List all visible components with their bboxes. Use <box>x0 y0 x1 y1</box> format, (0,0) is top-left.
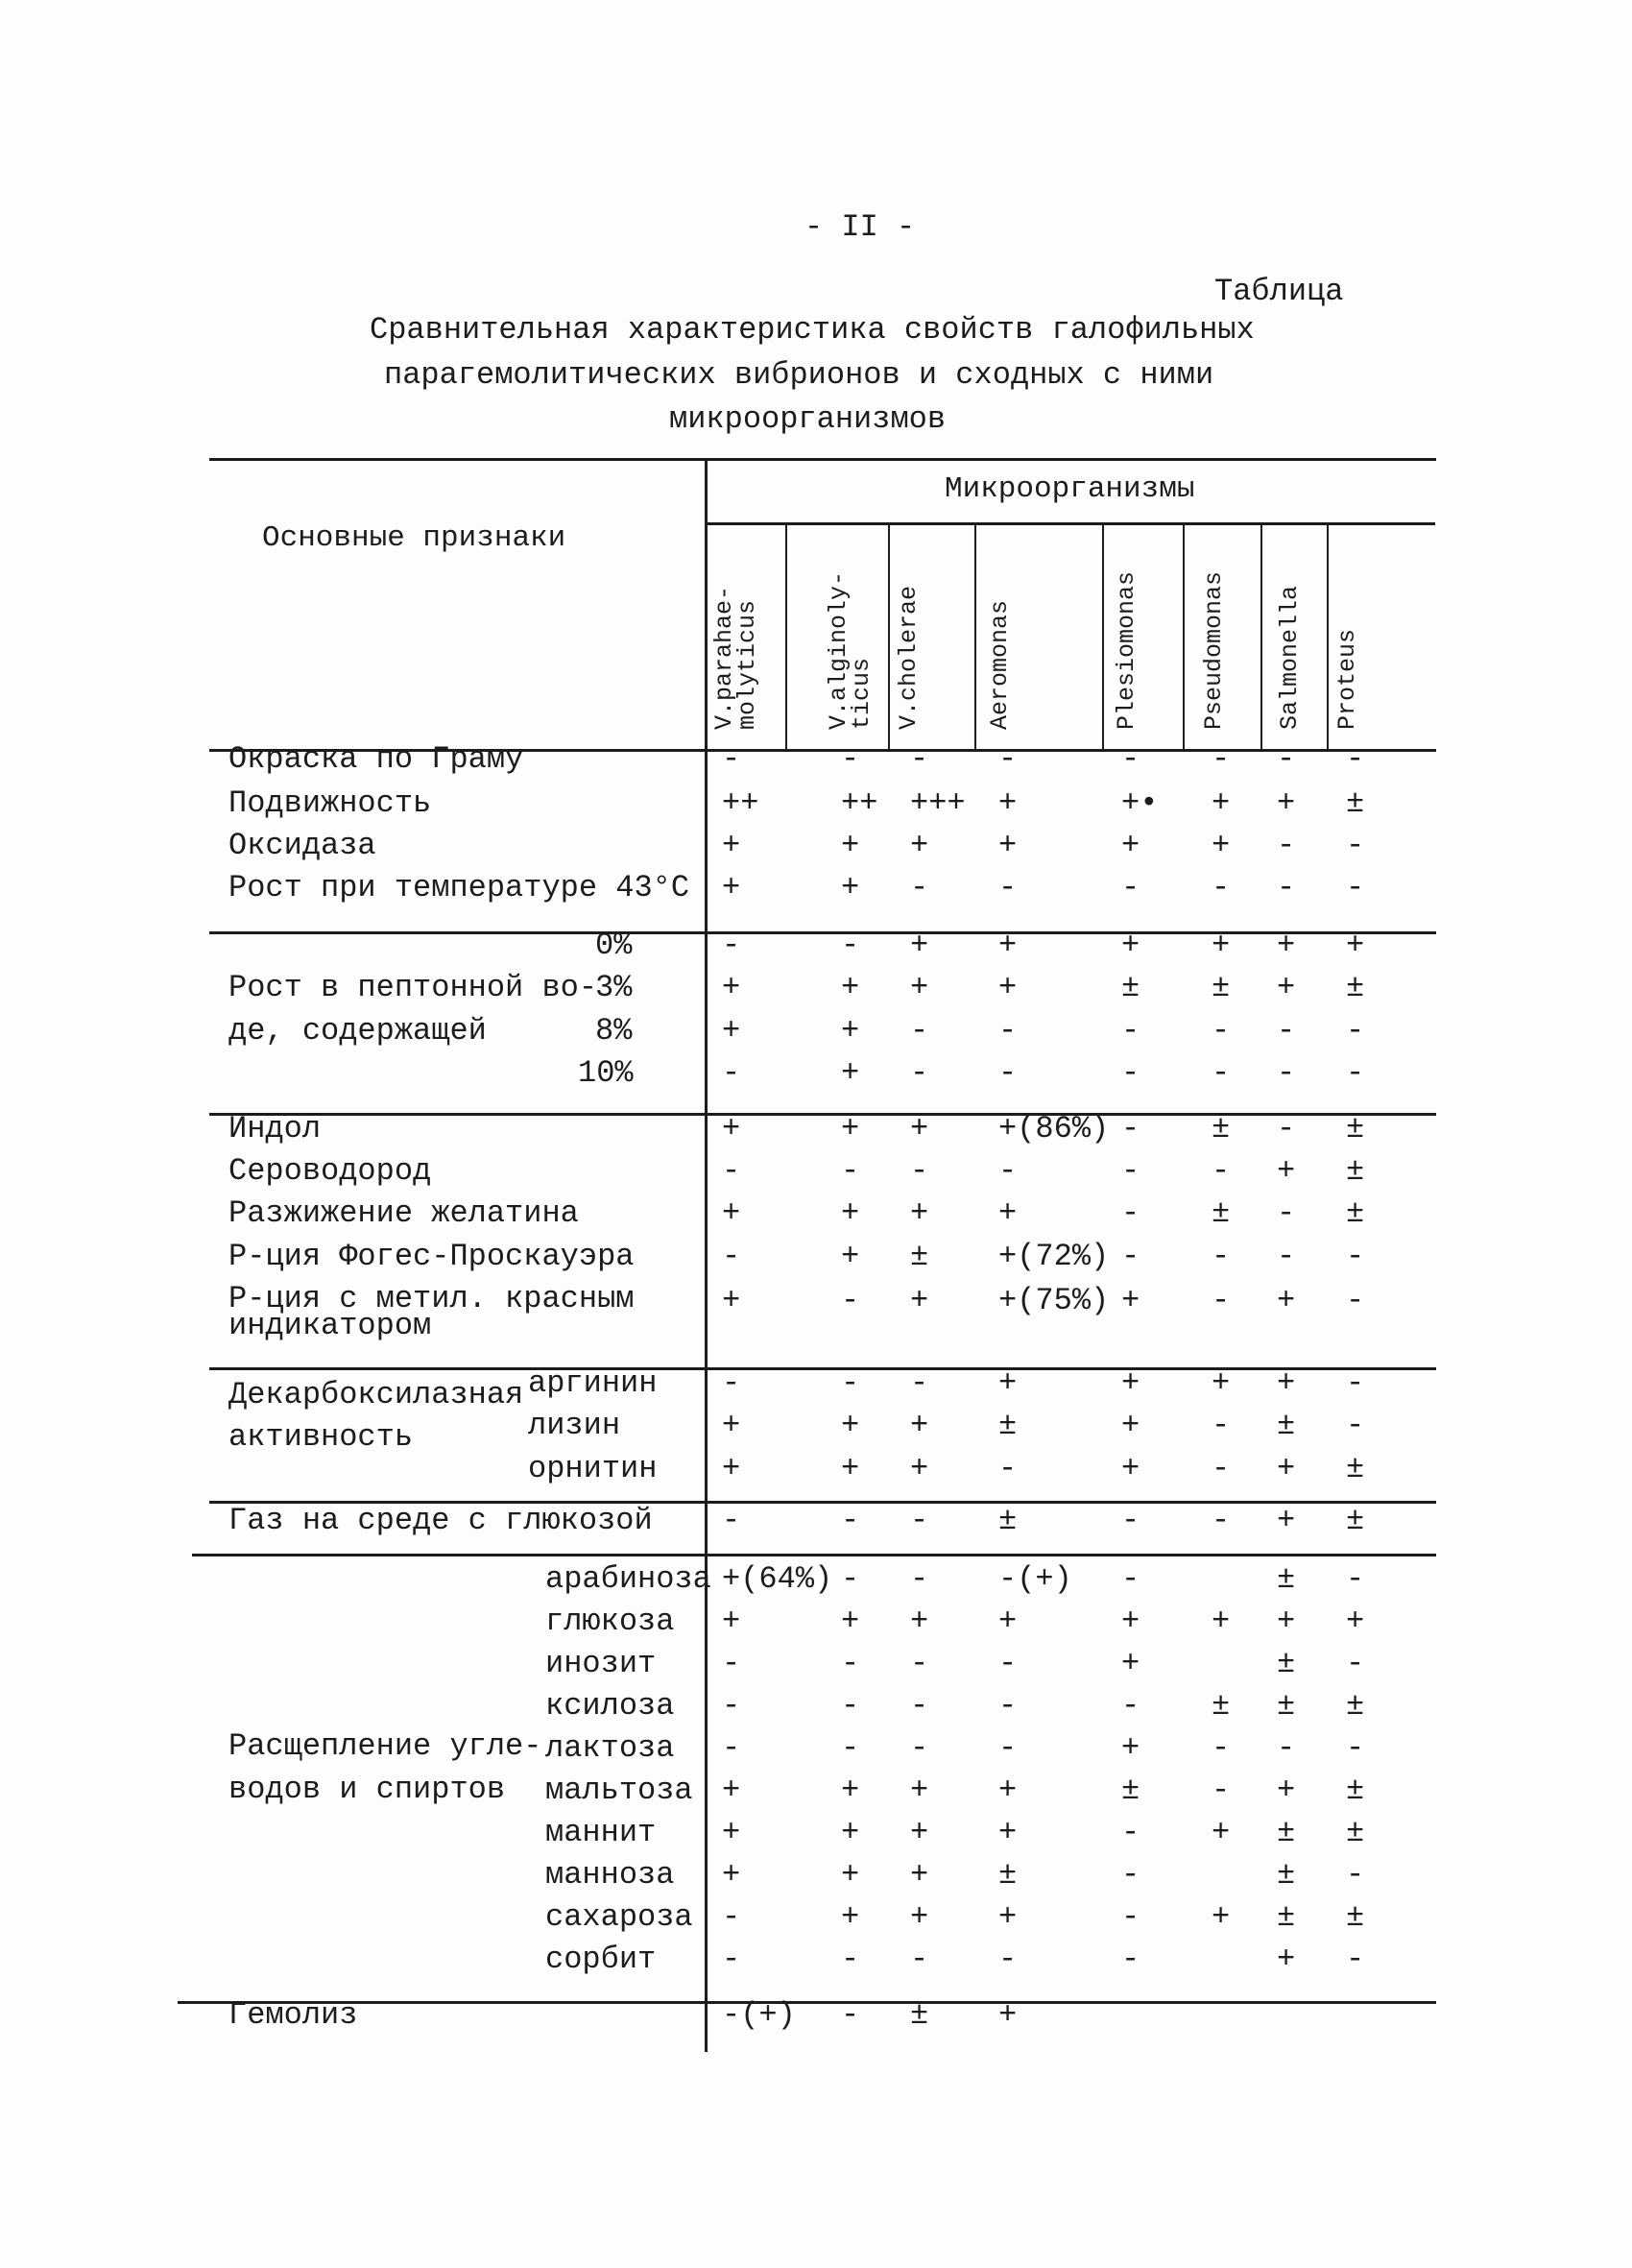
cell-growth43-col4: - <box>998 870 1018 905</box>
cell-mr-col3: + <box>910 1283 929 1318</box>
cell-p0-col4: + <box>998 928 1018 963</box>
header-col-rule-4 <box>1102 522 1104 749</box>
cell-gas-col8: ± <box>1346 1503 1365 1538</box>
cell-growth43-col8: - <box>1346 870 1365 905</box>
cell-growth43-col3: - <box>910 870 929 905</box>
cell-oxidase-col3: + <box>910 828 929 863</box>
cell-gelatin-col8: ± <box>1346 1195 1365 1231</box>
cell-hemolysis-col1: -(+) <box>722 1997 796 2033</box>
cell-p8-col3: - <box>910 1013 929 1049</box>
label-peptone-1: Рост в пептонной во- <box>228 970 598 1005</box>
cell-inositol-col3: - <box>910 1646 929 1681</box>
cell-ornithine-col3: + <box>910 1451 929 1486</box>
sublabel-peptone-0: 0% <box>595 928 633 963</box>
cell-motility-col4: + <box>998 785 1018 821</box>
cell-glucose-col7: + <box>1277 1604 1296 1639</box>
section-rule-1 <box>209 931 1436 934</box>
sublabel-lactose: лактоза <box>545 1730 675 1766</box>
stub-column-rule <box>705 458 708 2052</box>
cell-mr-col2: - <box>841 1283 860 1318</box>
cell-lysine-col5: + <box>1121 1408 1140 1443</box>
cell-lysine-col1: + <box>722 1408 741 1443</box>
cell-maltose-col1: + <box>722 1773 741 1808</box>
col-header-aeromonas: Aeromonas <box>986 599 1014 730</box>
cell-gram-col6: - <box>1212 741 1231 777</box>
cell-motility-col5: +• <box>1121 785 1159 821</box>
cell-mannitol-col2: + <box>841 1815 860 1850</box>
cell-h2s-col5: - <box>1121 1153 1140 1189</box>
cell-ornithine-col8: ± <box>1346 1451 1365 1486</box>
cell-sucrose-col8: ± <box>1346 1899 1365 1935</box>
cell-p0-col1: - <box>722 928 741 963</box>
cell-h2s-col4: - <box>998 1153 1018 1189</box>
cell-ornithine-col5: + <box>1121 1451 1140 1486</box>
sublabel-peptone-10: 10% <box>578 1055 634 1091</box>
sublabel-ornithine: орнитин <box>528 1451 658 1486</box>
cell-arabinose-col7: ± <box>1277 1561 1296 1597</box>
label-growth-43: Рост при температуре 43°C <box>228 870 690 905</box>
section-rule-2 <box>209 1113 1436 1116</box>
cell-gas-col4: ± <box>998 1503 1018 1538</box>
cell-oxidase-col1: + <box>722 828 741 863</box>
cell-gram-col1: - <box>722 741 741 777</box>
cell-gas-col1: - <box>722 1503 741 1538</box>
label-decarb-1: Декарбоксилазная <box>228 1377 524 1412</box>
cell-lactose-col6: - <box>1212 1730 1231 1766</box>
cell-gelatin-col5: - <box>1121 1195 1140 1231</box>
cell-p3-col6: ± <box>1212 970 1231 1005</box>
cell-sucrose-col5: - <box>1121 1899 1140 1935</box>
cell-indole-col1: + <box>722 1111 741 1146</box>
cell-p10-col2: + <box>841 1055 860 1091</box>
cell-p10-col6: - <box>1212 1055 1231 1091</box>
cell-p0-col3: + <box>910 928 929 963</box>
cell-indole-col4: +(86%) <box>998 1111 1110 1146</box>
label-gas: Газ на среде с глюкозой <box>228 1503 653 1538</box>
cell-mannitol-col7: ± <box>1277 1815 1296 1850</box>
cell-glucose-col5: + <box>1121 1604 1140 1639</box>
cell-p8-col7: - <box>1277 1013 1296 1049</box>
cell-arabinose-col4: -(+) <box>998 1561 1072 1597</box>
title-line-1: Сравнительная характеристика свойств галофильных <box>370 312 1255 348</box>
col-header-pseudomonas: Pseudomonas <box>1200 570 1228 730</box>
cell-oxidase-col7: - <box>1277 828 1296 863</box>
header-col-rule-6 <box>1260 522 1262 749</box>
cell-motility-col1: ++ <box>722 785 759 821</box>
cell-p3-col3: + <box>910 970 929 1005</box>
cell-lysine-col6: - <box>1212 1408 1231 1443</box>
cell-xylose-col2: - <box>841 1688 860 1724</box>
cell-glucose-col8: + <box>1346 1604 1365 1639</box>
cell-growth43-col6: - <box>1212 870 1231 905</box>
cell-gas-col5: - <box>1121 1503 1140 1538</box>
cell-xylose-col1: - <box>722 1688 741 1724</box>
cell-mr-col7: + <box>1277 1283 1296 1318</box>
table-label: Таблица <box>1214 274 1344 309</box>
cell-p10-col4: - <box>998 1055 1018 1091</box>
cell-p3-col1: + <box>722 970 741 1005</box>
cell-lactose-col7: - <box>1277 1730 1296 1766</box>
cell-xylose-col4: - <box>998 1688 1018 1724</box>
cell-vp-col5: - <box>1121 1239 1140 1274</box>
cell-mannitol-col6: + <box>1212 1815 1231 1850</box>
cell-lysine-col8: - <box>1346 1408 1365 1443</box>
cell-indole-col7: - <box>1277 1111 1296 1146</box>
header-col-rule-3 <box>974 522 976 749</box>
cell-sorbitol-col3: - <box>910 1942 929 1977</box>
cell-maltose-col3: + <box>910 1773 929 1808</box>
cell-sucrose-col4: + <box>998 1899 1018 1935</box>
cell-inositol-col1: - <box>722 1646 741 1681</box>
cell-gram-col8: - <box>1346 741 1365 777</box>
cell-growth43-col5: - <box>1121 870 1140 905</box>
cell-lysine-col4: ± <box>998 1408 1018 1443</box>
row-header: Основные признаки <box>262 521 566 555</box>
cell-mr-col8: - <box>1346 1283 1365 1318</box>
cell-vp-col3: ± <box>910 1239 929 1274</box>
cell-p8-col5: - <box>1121 1013 1140 1049</box>
cell-maltose-col5: ± <box>1121 1773 1140 1808</box>
cell-indole-col5: - <box>1121 1111 1140 1146</box>
cell-lysine-col3: + <box>910 1408 929 1443</box>
cell-lactose-col3: - <box>910 1730 929 1766</box>
cell-hemolysis-col4: + <box>998 1997 1018 2033</box>
cell-p0-col8: + <box>1346 928 1365 963</box>
cell-glucose-col4: + <box>998 1604 1018 1639</box>
cell-gelatin-col2: + <box>841 1195 860 1231</box>
cell-lysine-col2: + <box>841 1408 860 1443</box>
cell-p10-col3: - <box>910 1055 929 1091</box>
cell-gelatin-col1: + <box>722 1195 741 1231</box>
cell-sorbitol-col5: - <box>1121 1942 1140 1977</box>
cell-arginine-col3: - <box>910 1365 929 1401</box>
cell-p3-col8: ± <box>1346 970 1365 1005</box>
cell-sorbitol-col2: - <box>841 1942 860 1977</box>
cell-sorbitol-col8: - <box>1346 1942 1365 1977</box>
cell-mr-col1: + <box>722 1283 741 1318</box>
cell-lactose-col1: - <box>722 1730 741 1766</box>
cell-arabinose-col8: - <box>1346 1561 1365 1597</box>
sublabel-sorbitol: сорбит <box>545 1942 657 1977</box>
cell-mannose-col8: - <box>1346 1857 1365 1893</box>
cell-p8-col6: - <box>1212 1013 1231 1049</box>
col-header-proteus: Proteus <box>1333 628 1361 730</box>
cell-p8-col8: - <box>1346 1013 1365 1049</box>
cell-sucrose-col7: ± <box>1277 1899 1296 1935</box>
cell-h2s-col3: - <box>910 1153 929 1189</box>
cell-mr-col4: +(75%) <box>998 1283 1110 1318</box>
cell-xylose-col3: - <box>910 1688 929 1724</box>
cell-arginine-col7: + <box>1277 1365 1296 1401</box>
cell-gram-col7: - <box>1277 741 1296 777</box>
cell-gram-col5: - <box>1121 741 1140 777</box>
cell-h2s-col2: - <box>841 1153 860 1189</box>
cell-mannose-col2: + <box>841 1857 860 1893</box>
group-header-rule <box>706 522 1435 525</box>
cell-p3-col5: ± <box>1121 970 1140 1005</box>
cell-gelatin-col3: + <box>910 1195 929 1231</box>
section-rule-3 <box>209 1367 1436 1370</box>
cell-p8-col2: + <box>841 1013 860 1049</box>
title-line-3: микроорганизмов <box>669 401 947 437</box>
sublabel-arginine: аргинин <box>528 1365 658 1401</box>
col-header-plesiomonas: Plesiomonas <box>1113 570 1140 730</box>
cell-mr-col6: - <box>1212 1283 1231 1318</box>
col-header-vcholerae: V.cholerae <box>895 585 923 730</box>
sublabel-sucrose: сахароза <box>545 1899 693 1935</box>
cell-glucose-col1: + <box>722 1604 741 1639</box>
cell-p0-col5: + <box>1121 928 1140 963</box>
cell-lactose-col8: - <box>1346 1730 1365 1766</box>
cell-mannose-col3: + <box>910 1857 929 1893</box>
cell-p10-col7: - <box>1277 1055 1296 1091</box>
cell-p0-col7: + <box>1277 928 1296 963</box>
header-col-rule-5 <box>1183 522 1185 749</box>
cell-mannitol-col5: - <box>1121 1815 1140 1850</box>
cell-motility-col7: + <box>1277 785 1296 821</box>
cell-mannose-col7: ± <box>1277 1857 1296 1893</box>
cell-gas-col7: + <box>1277 1503 1296 1538</box>
label-vp: Р-ция Фогес-Проскауэра <box>228 1239 635 1274</box>
cell-h2s-col7: + <box>1277 1153 1296 1189</box>
cell-vp-col8: - <box>1346 1239 1365 1274</box>
cell-gelatin-col4: + <box>998 1195 1018 1231</box>
label-peptone-2: де, содержащей <box>228 1013 487 1049</box>
cell-growth43-col1: + <box>722 870 741 905</box>
cell-oxidase-col4: + <box>998 828 1018 863</box>
cell-lactose-col5: + <box>1121 1730 1140 1766</box>
cell-sorbitol-col1: - <box>722 1942 741 1977</box>
cell-mannitol-col8: ± <box>1346 1815 1365 1850</box>
cell-gas-col6: - <box>1212 1503 1231 1538</box>
cell-lactose-col2: - <box>841 1730 860 1766</box>
cell-indole-col3: + <box>910 1111 929 1146</box>
cell-gram-col3: - <box>910 741 929 777</box>
cell-vp-col2: + <box>841 1239 860 1274</box>
cell-arabinose-col3: - <box>910 1561 929 1597</box>
sublabel-mannose: манноза <box>545 1857 675 1893</box>
cell-h2s-col1: - <box>722 1153 741 1189</box>
sublabel-mannitol: маннит <box>545 1815 657 1850</box>
cell-mannitol-col3: + <box>910 1815 929 1850</box>
cell-sorbitol-col4: - <box>998 1942 1018 1977</box>
col-header-salmonella: Salmonella <box>1276 585 1304 730</box>
cell-p0-col2: - <box>841 928 860 963</box>
cell-hemolysis-col3: ± <box>910 1997 929 2033</box>
sublabel-xylose: ксилоза <box>545 1688 675 1724</box>
cell-xylose-col6: ± <box>1212 1688 1231 1724</box>
cell-oxidase-col5: + <box>1121 828 1140 863</box>
cell-ornithine-col7: + <box>1277 1451 1296 1486</box>
cell-glucose-col6: + <box>1212 1604 1231 1639</box>
cell-ornithine-col1: + <box>722 1451 741 1486</box>
cell-motility-col3: +++ <box>910 785 966 821</box>
cell-arginine-col4: + <box>998 1365 1018 1401</box>
cell-hemolysis-col2: - <box>841 1997 860 2033</box>
cell-oxidase-col2: + <box>841 828 860 863</box>
label-motility: Подвижность <box>228 785 432 821</box>
sublabel-inositol: инозит <box>545 1646 657 1681</box>
cell-ornithine-col6: - <box>1212 1451 1231 1486</box>
cell-inositol-col5: + <box>1121 1646 1140 1681</box>
sublabel-glucose: глюкоза <box>545 1604 675 1639</box>
label-gelatin: Разжижение желатина <box>228 1195 579 1231</box>
cell-sorbitol-col7: + <box>1277 1942 1296 1977</box>
cell-arginine-col6: + <box>1212 1365 1231 1401</box>
cell-mannose-col5: - <box>1121 1857 1140 1893</box>
cell-p3-col2: + <box>841 970 860 1005</box>
cell-maltose-col4: + <box>998 1773 1018 1808</box>
cell-ornithine-col4: - <box>998 1451 1018 1486</box>
cell-motility-col8: ± <box>1346 785 1365 821</box>
sublabel-arabinose: арабиноза <box>545 1561 711 1597</box>
cell-maltose-col8: ± <box>1346 1773 1365 1808</box>
sublabel-maltose: мальтоза <box>545 1773 693 1808</box>
label-hemolysis: Гемолиз <box>228 1997 358 2033</box>
label-decarb-2: активность <box>228 1419 414 1455</box>
cell-inositol-col7: ± <box>1277 1646 1296 1681</box>
cell-h2s-col6: - <box>1212 1153 1231 1189</box>
cell-p10-col8: - <box>1346 1055 1365 1091</box>
cell-ornithine-col2: + <box>841 1451 860 1486</box>
cell-indole-col8: ± <box>1346 1111 1365 1146</box>
cell-oxidase-col6: + <box>1212 828 1231 863</box>
cell-motility-col6: + <box>1212 785 1231 821</box>
label-gram: Окраска по Граму <box>228 741 524 777</box>
cell-vp-col7: - <box>1277 1239 1296 1274</box>
header-col-rule-7 <box>1327 522 1329 749</box>
cell-inositol-col4: - <box>998 1646 1018 1681</box>
cell-indole-col2: + <box>841 1111 860 1146</box>
sublabel-lysine: лизин <box>528 1408 621 1443</box>
label-mr-1: Р-ция с метил. красным <box>228 1281 635 1316</box>
cell-sucrose-col1: - <box>722 1899 741 1935</box>
cell-gelatin-col7: - <box>1277 1195 1296 1231</box>
page-number: - II - <box>804 209 916 245</box>
cell-maltose-col2: + <box>841 1773 860 1808</box>
cell-vp-col4: +(72%) <box>998 1239 1110 1274</box>
cell-p10-col5: - <box>1121 1055 1140 1091</box>
cell-arabinose-col1: +(64%) <box>722 1561 833 1597</box>
cell-gram-col4: - <box>998 741 1018 777</box>
title-line-2: парагемолитических вибрионов и сходных с ними <box>384 357 1214 393</box>
cell-arginine-col8: - <box>1346 1365 1365 1401</box>
cell-mannose-col1: + <box>722 1857 741 1893</box>
cell-glucose-col2: + <box>841 1604 860 1639</box>
cell-sucrose-col3: + <box>910 1899 929 1935</box>
cell-p10-col1: - <box>722 1055 741 1091</box>
sublabel-peptone-3: 3% <box>595 970 633 1005</box>
cell-maltose-col6: - <box>1212 1773 1231 1808</box>
cell-h2s-col8: ± <box>1346 1153 1365 1189</box>
cell-gas-col3: - <box>910 1503 929 1538</box>
cell-gas-col2: - <box>841 1503 860 1538</box>
label-mr-2: индикатором <box>228 1308 432 1343</box>
cell-indole-col6: ± <box>1212 1111 1231 1146</box>
cell-p8-col1: + <box>722 1013 741 1049</box>
col-header-vparahaemolyticus: V.parahae- molyticus <box>710 585 761 730</box>
col-header-valginolyticus: V.alginoly- ticus <box>825 570 876 730</box>
cell-inositol-col2: - <box>841 1646 860 1681</box>
cell-arginine-col2: - <box>841 1365 860 1401</box>
cell-growth43-col7: - <box>1277 870 1296 905</box>
cell-lactose-col4: - <box>998 1730 1018 1766</box>
cell-mannose-col4: ± <box>998 1857 1018 1893</box>
header-col-rule-1 <box>785 522 787 749</box>
cell-maltose-col7: + <box>1277 1773 1296 1808</box>
cell-p3-col7: + <box>1277 970 1296 1005</box>
cell-gram-col2: - <box>841 741 860 777</box>
cell-growth43-col2: + <box>841 870 860 905</box>
cell-arginine-col1: - <box>722 1365 741 1401</box>
cell-p0-col6: + <box>1212 928 1231 963</box>
cell-mannitol-col4: + <box>998 1815 1018 1850</box>
table-top-rule <box>209 458 1436 461</box>
label-carb-2: водов и спиртов <box>228 1772 506 1807</box>
label-h2s: Сероводород <box>228 1153 432 1189</box>
cell-gelatin-col6: ± <box>1212 1195 1231 1231</box>
cell-arginine-col5: + <box>1121 1365 1140 1401</box>
label-indole: Индол <box>228 1111 322 1146</box>
cell-inositol-col8: - <box>1346 1646 1365 1681</box>
cell-motility-col2: ++ <box>841 785 878 821</box>
cell-glucose-col3: + <box>910 1604 929 1639</box>
cell-mannitol-col1: + <box>722 1815 741 1850</box>
cell-xylose-col5: - <box>1121 1688 1140 1724</box>
cell-arabinose-col2: - <box>841 1561 860 1597</box>
cell-mr-col5: + <box>1121 1283 1140 1318</box>
cell-sucrose-col2: + <box>841 1899 860 1935</box>
cell-p8-col4: - <box>998 1013 1018 1049</box>
section-rule-5 <box>192 1554 1436 1556</box>
label-oxidase: Оксидаза <box>228 828 376 863</box>
cell-vp-col6: - <box>1212 1239 1231 1274</box>
cell-xylose-col8: ± <box>1346 1688 1365 1724</box>
sublabel-peptone-8: 8% <box>595 1013 633 1049</box>
cell-vp-col1: - <box>722 1239 741 1274</box>
group-header: Микроорганизмы <box>945 472 1195 506</box>
cell-sucrose-col6: + <box>1212 1899 1231 1935</box>
header-col-rule-2 <box>888 522 890 749</box>
label-carb-1: Расщепление угле- <box>228 1728 542 1764</box>
cell-xylose-col7: ± <box>1277 1688 1296 1724</box>
cell-arabinose-col5: - <box>1121 1561 1140 1597</box>
cell-lysine-col7: ± <box>1277 1408 1296 1443</box>
cell-p3-col4: + <box>998 970 1018 1005</box>
cell-oxidase-col8: - <box>1346 828 1365 863</box>
section-rule-6 <box>178 2001 1436 2004</box>
